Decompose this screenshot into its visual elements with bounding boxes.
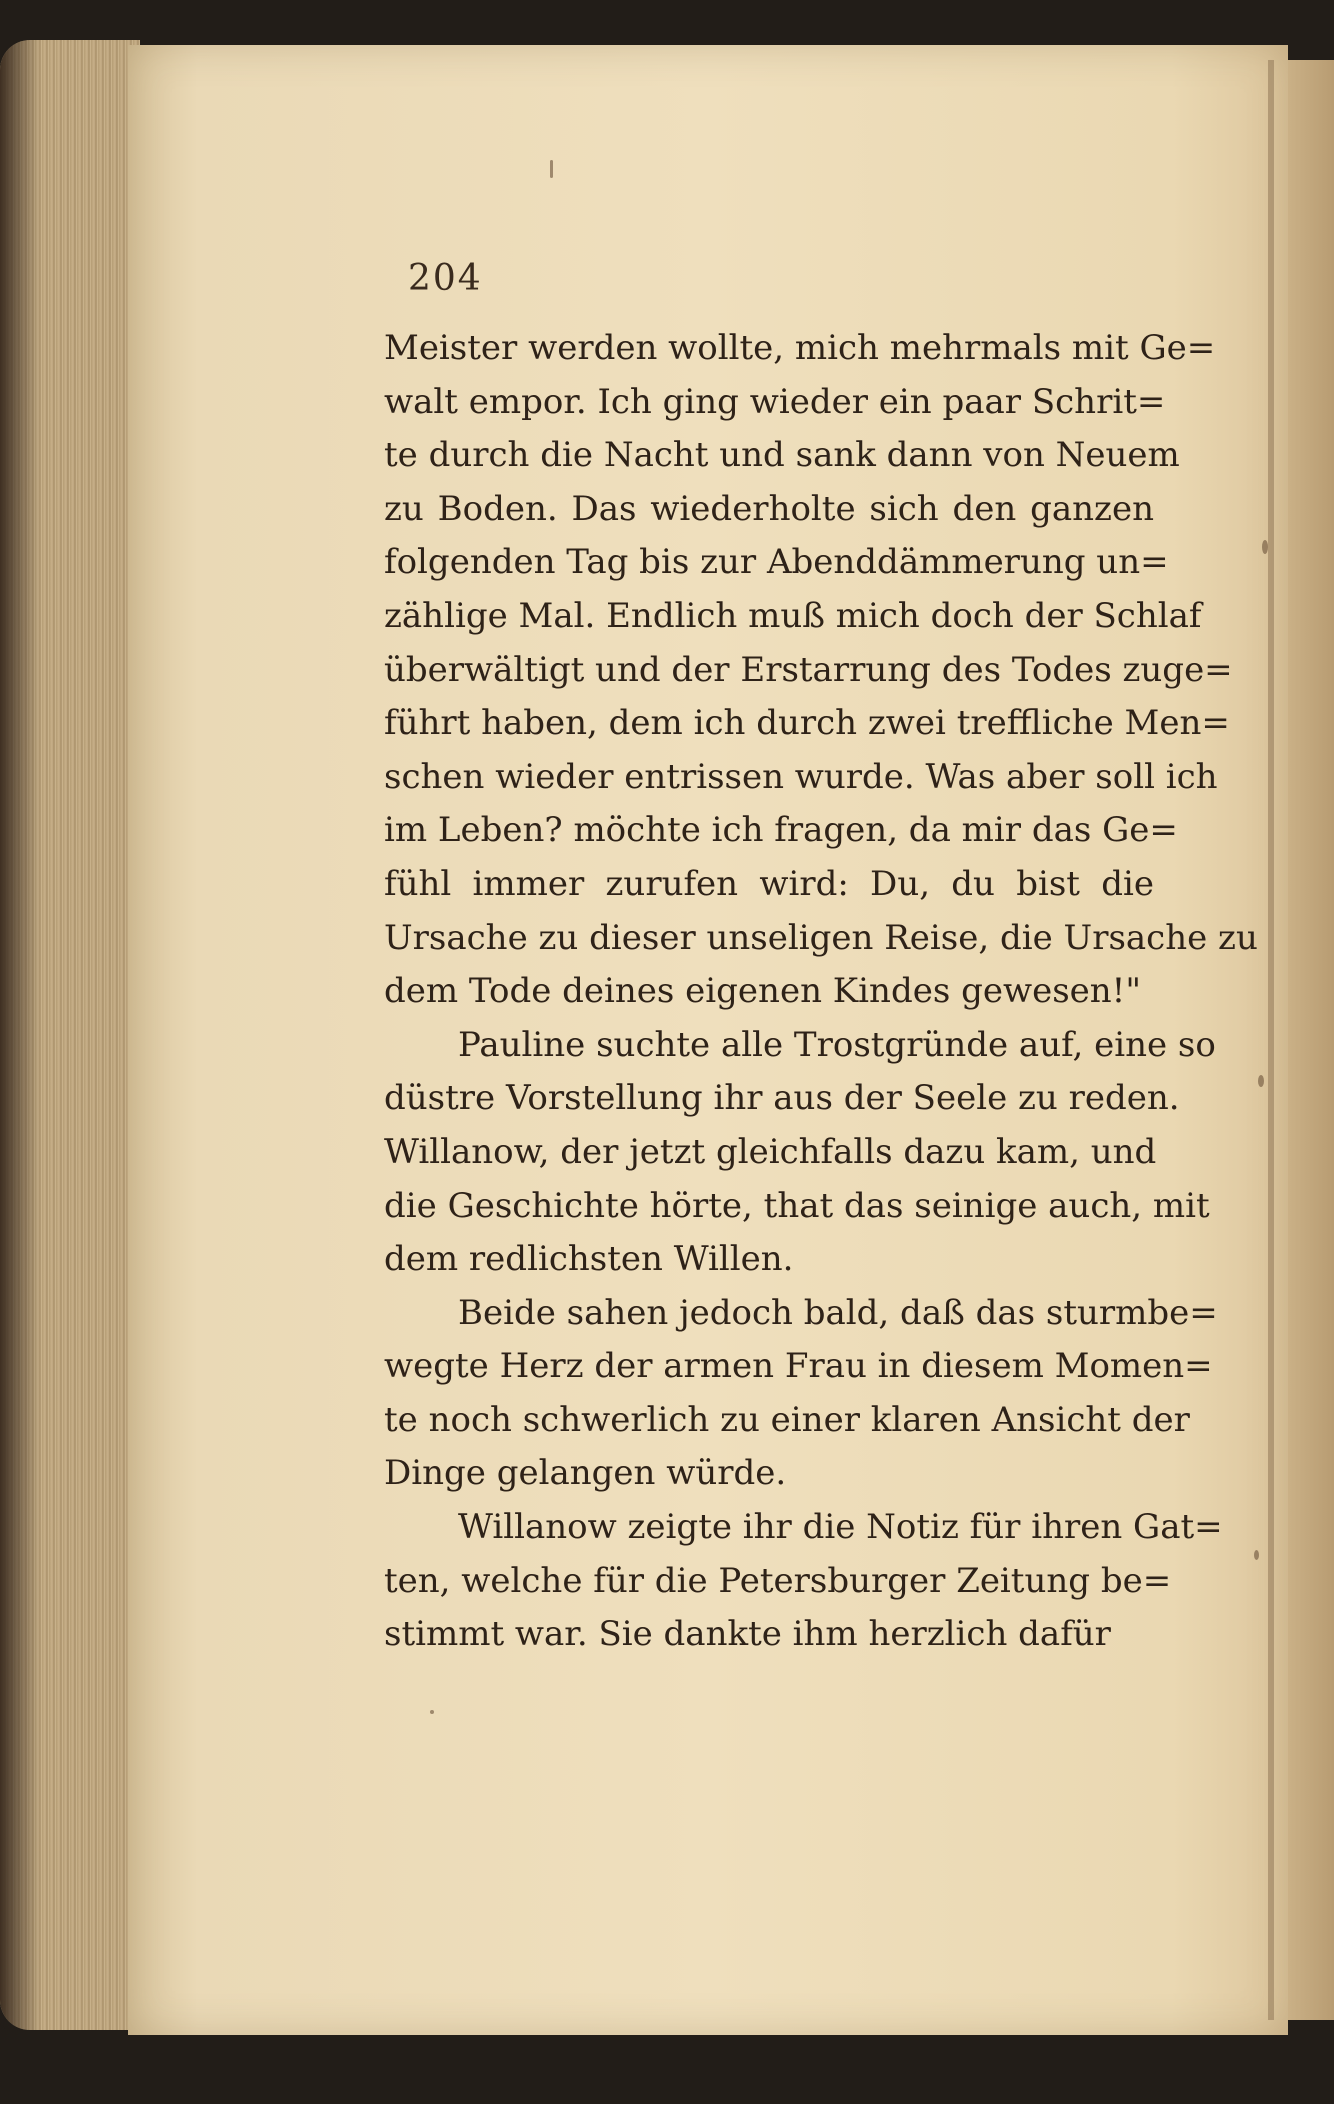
text-line: ten, welche für die Petersburger Zeitung be= (384, 1560, 1172, 1601)
text-line: Meister werden wollte, mich mehrmals mit Ge= (384, 328, 1216, 368)
paper-speck (1262, 540, 1268, 554)
paper-speck (550, 160, 553, 178)
book-edge-shadow (0, 40, 40, 2030)
text-line: walt empor. Ich ging wieder ein paar Schrit= (384, 381, 1166, 422)
text-line: te durch die Nacht und sank dann von Neuem (384, 435, 1180, 476)
text-line: zählige Mal. Endlich muß mich doch der Schlaf (384, 595, 1202, 636)
text-line: fühl immer zurufen wird: Du, du bist die (384, 863, 1154, 904)
text-line: dem Tode deines eigenen Kindes gewesen!" (384, 971, 1141, 1012)
text-line: dem redlichsten Willen. (384, 1239, 794, 1280)
text-line: schen wieder entrissen wurde. Was aber soll ich (384, 756, 1218, 797)
body-text (384, 322, 1258, 1662)
text-line: te noch schwerlich zu einer klaren Ansicht der (384, 1399, 1190, 1440)
text-line: düstre Vorstellung ihr aus der Seele zu reden. (384, 1078, 1180, 1119)
text-line: stimmt war. Sie dankte ihm herzlich dafür (384, 1614, 1111, 1655)
page-number: 204 (408, 258, 483, 299)
text-line: Ursache zu dieser unseligen Reise, die Ursache zu (384, 917, 1258, 958)
text-line: folgenden Tag bis zur Abenddämmerung un= (384, 542, 1169, 583)
text-line: Pauline suchte alle Trostgründe auf, eine so (458, 1024, 1216, 1065)
text-line: Willanow, der jetzt gleichfalls dazu kam, und (384, 1131, 1157, 1172)
text-line: die Geschichte hörte, that das seinige auch, mit (384, 1185, 1210, 1226)
text-line: wegte Herz der armen Frau in diesem Momen= (384, 1346, 1213, 1387)
text-line: zu Boden. Das wiederholte sich den ganzen (384, 488, 1154, 529)
text-line: Beide sahen jedoch bald, daß das sturmbe= (458, 1292, 1218, 1333)
text-line: überwältigt und der Erstarrung des Todes zuge= (384, 649, 1233, 690)
text-line: führt haben, dem ich durch zwei treffliche Men= (384, 703, 1230, 744)
paper-speck (1254, 1550, 1259, 1560)
text-line: im Leben? möchte ich fragen, da mir das Ge= (384, 810, 1178, 851)
paper-speck (430, 1710, 434, 1714)
page-fold (1268, 60, 1274, 2020)
text-line: Willanow zeigte ihr die Notiz für ihren Gat= (458, 1507, 1223, 1548)
adjacent-page-edge (1280, 60, 1334, 2020)
paper-speck (1258, 1075, 1264, 1087)
text-line: Dinge gelangen würde. (384, 1453, 787, 1494)
